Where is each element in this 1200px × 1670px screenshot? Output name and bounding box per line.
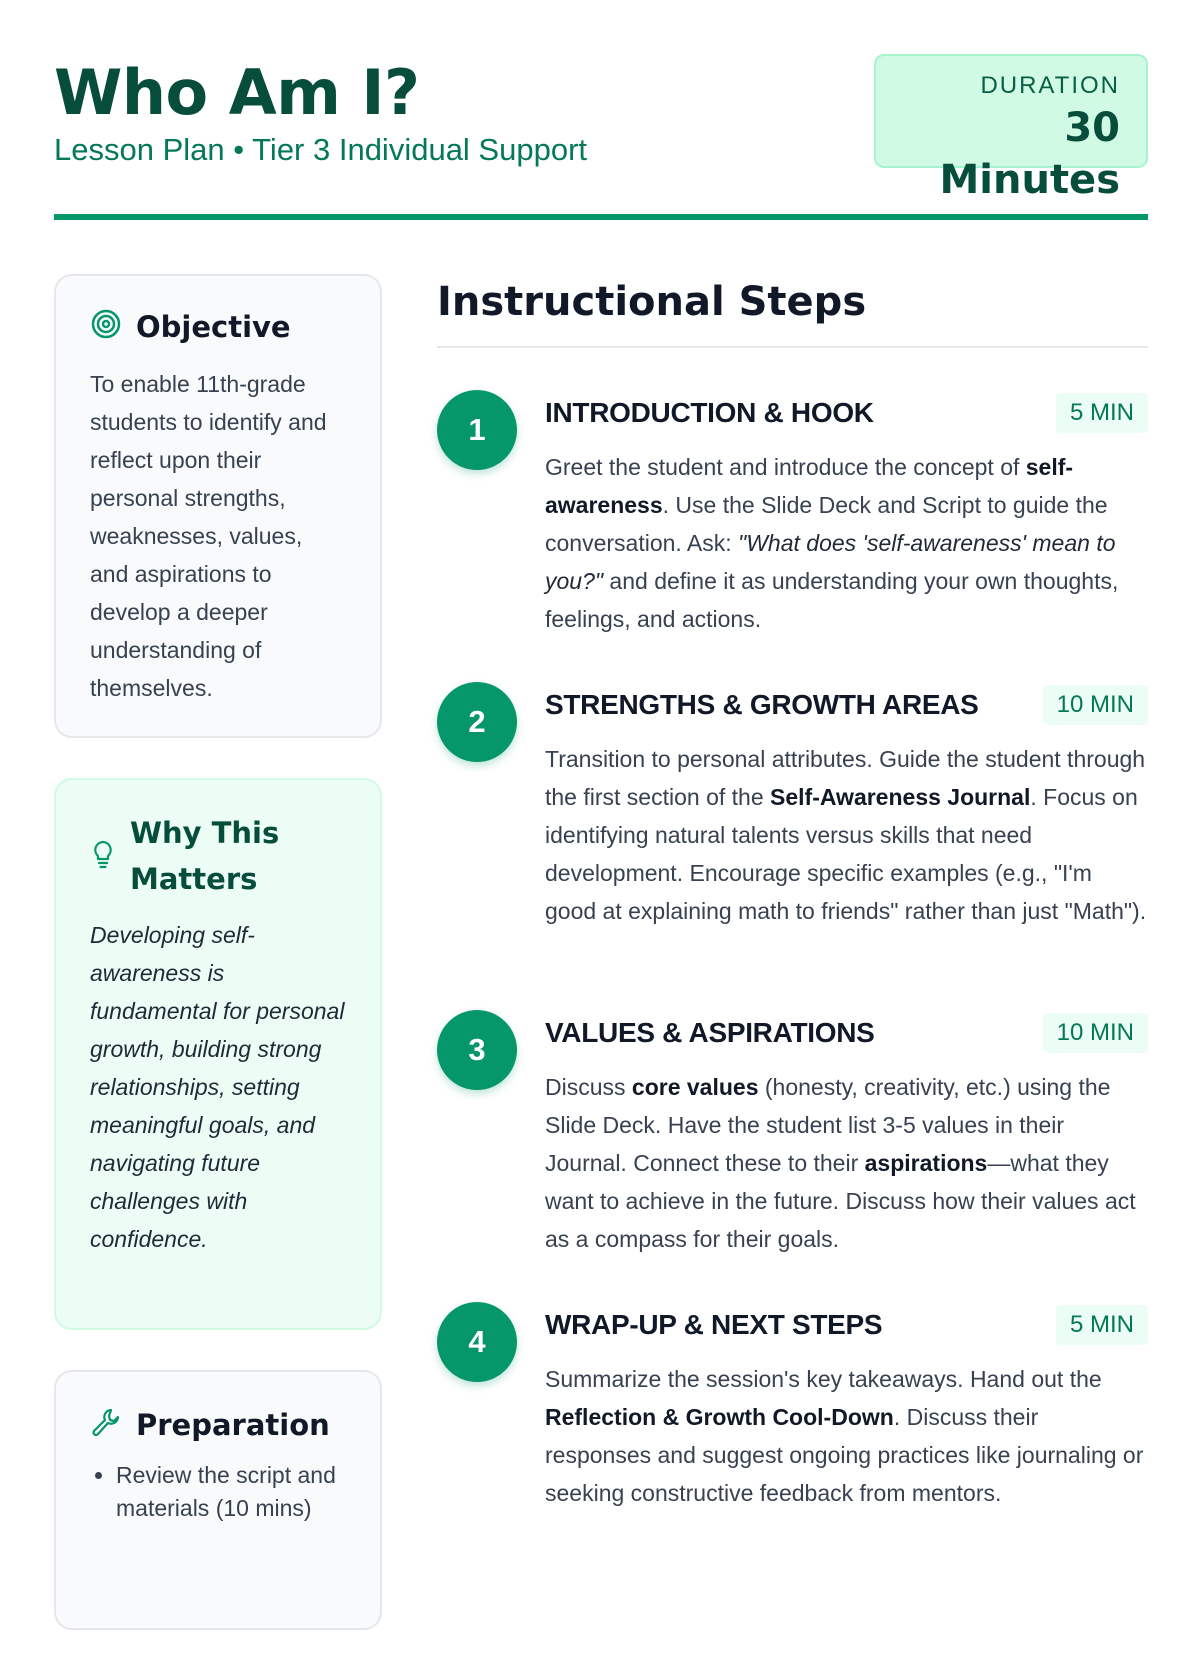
emphasis: core values	[631, 1074, 759, 1100]
step-duration-badge: 5 MIN	[1056, 393, 1148, 433]
step-number: 3	[437, 1010, 517, 1090]
step-number: 4	[437, 1302, 517, 1382]
steps-list	[437, 390, 1148, 1550]
duration-badge	[874, 54, 1148, 203]
preparation-card	[54, 1370, 382, 1630]
emphasis: Self-Awareness Journal	[770, 784, 1031, 810]
step-description: Discuss core values (honesty, creativity, etc.) using the Slide Deck. Have the student list 3-5 values in their Journal. Connect these to their aspirations—what they want to achieve in the future. Discuss how their values act as a compass for their goals.	[545, 1074, 1136, 1252]
sidebar	[54, 274, 382, 1670]
step-description: Greet the student and introduce the concept of self-awareness. Use the Slide Deck and Script to guide the conversation. Ask: "What does 'self-awareness' mean to you?" and define it as understanding your own thoughts, feelings, and actions.	[545, 454, 1119, 632]
step-title: INTRODUCTION & HOOK	[545, 397, 874, 428]
objective-title: Objective	[136, 309, 291, 344]
step-title: STRENGTHS & GROWTH AREAS	[545, 689, 979, 720]
emphasis: Reflection & Growth Cool-Down	[545, 1404, 894, 1430]
instructional-steps	[437, 274, 1148, 1594]
step-duration-badge: 5 MIN	[1056, 1305, 1148, 1345]
list-item: • Review the script and materials (10 mins)	[116, 1459, 346, 1525]
quote: "What does 'self-awareness' mean to you?"	[545, 530, 1116, 594]
step-title: VALUES & ASPIRATIONS	[545, 1017, 875, 1048]
step-number: 2	[437, 682, 517, 762]
duration-value: 30 Minutes	[939, 105, 1120, 203]
lesson-header	[54, 54, 1148, 203]
step-header	[545, 1010, 1148, 1056]
step-description: Summarize the session's key takeaways. Hand out the Reflection & Growth Cool-Down. Discuss their responses and suggest ongoing practices like journaling or seeking constructive feedback from mentors.	[545, 1366, 1144, 1506]
objective-card	[54, 274, 382, 738]
objective-header	[90, 308, 346, 345]
preparation-list	[90, 1459, 346, 1525]
objective-text: To enable 11th-grade students to identify and reflect upon their personal strengths, weaknesses, values, and aspirations to develop a deeper understanding of themselves.	[90, 371, 327, 701]
emphasis: self-awareness	[545, 454, 1074, 518]
emphasis: aspirations	[864, 1150, 988, 1176]
lightbulb-icon	[90, 838, 116, 875]
step-number: 1	[437, 390, 517, 470]
step-description: Transition to personal attributes. Guide the student through the first section of the Self-Awareness Journal. Focus on identifying natural talents versus skills that need development. Encourage specific examples (e.g., "I'm good at explaining math to friends" rather than just "Math").	[545, 746, 1147, 924]
wrench-icon	[90, 1406, 122, 1443]
step-header	[545, 1302, 1148, 1348]
why-card	[54, 778, 382, 1330]
preparation-title: Preparation	[136, 1407, 330, 1442]
why-header	[90, 810, 346, 902]
step-1	[437, 390, 1148, 638]
target-icon	[90, 308, 122, 345]
step-4	[437, 1302, 1148, 1550]
preparation-header	[90, 1406, 346, 1443]
step-duration-badge: 10 MIN	[1043, 685, 1148, 725]
step-header	[545, 682, 1148, 728]
step-3	[437, 1010, 1148, 1258]
why-text: Developing self-awareness is fundamental for personal growth, building strong relationships, setting meaningful goals, and navigating future challenges with confidence.	[90, 922, 345, 1252]
step-title: WRAP-UP & NEXT STEPS	[545, 1309, 883, 1340]
page-subtitle: Lesson Plan • Tier 3 Individual Support	[54, 132, 588, 167]
duration-label: DURATION	[980, 72, 1120, 99]
step-duration-badge: 10 MIN	[1043, 1013, 1148, 1053]
step-header	[545, 390, 1148, 436]
page-title: Who Am I?	[54, 56, 420, 129]
step-2	[437, 682, 1148, 966]
section-title: Instructional Steps	[437, 274, 1148, 348]
why-title: Why This Matters	[130, 816, 280, 896]
header-divider	[54, 214, 1148, 220]
